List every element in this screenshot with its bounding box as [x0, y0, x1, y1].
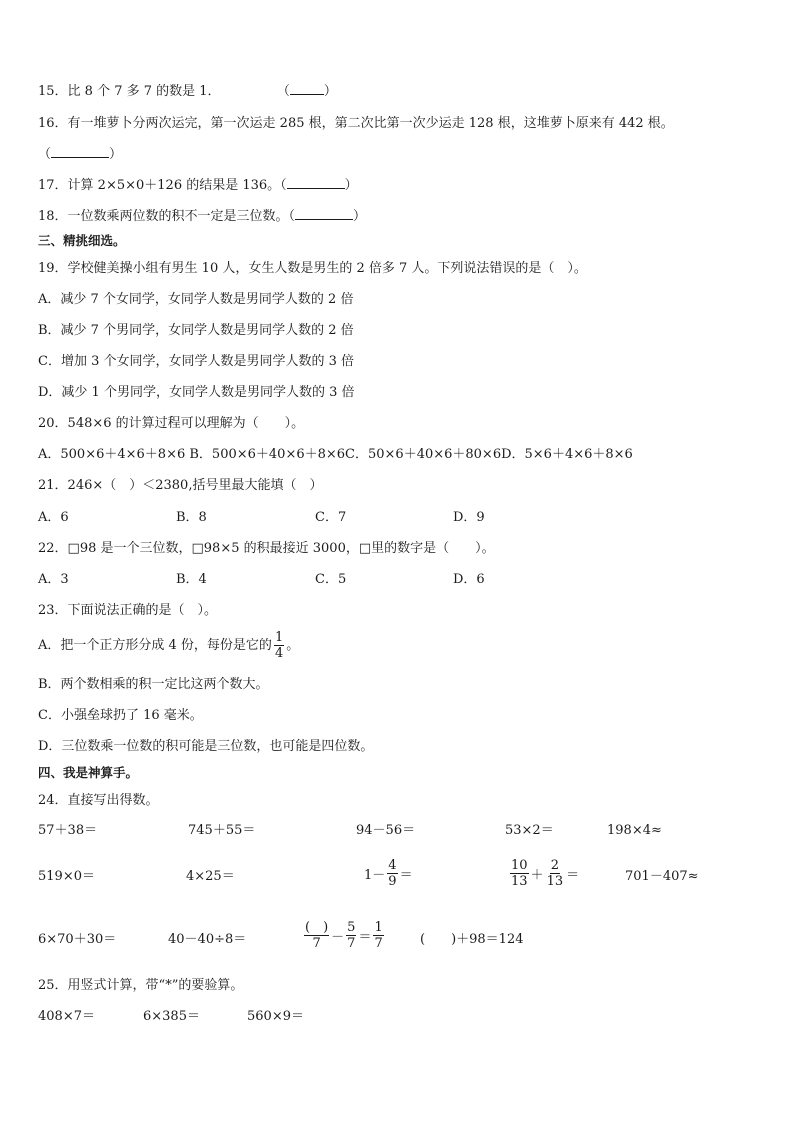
- question-16-text: 16．有一堆萝卜分两次运完，第一次运走 285 根，第二次比第一次少运走 128 根，这堆萝卜原来有 442 根。: [38, 116, 674, 131]
- exercise: 6×70＋30＝: [38, 932, 117, 947]
- fraction: $\frac{1}{4}$: [274, 630, 284, 661]
- exercise-fraction: $\frac{( )}{7}$ － $\frac{5}{7}$ ＝ $\frac{1}{7}$: [305, 920, 383, 951]
- question-20-text: 20．548×6 的计算过程可以理解为（ ）。: [38, 416, 305, 431]
- question-16-answer: （ ）: [38, 147, 123, 162]
- question-23-option-a[interactable]: A．把一个正方形分成 4 份，每份是它的 $\frac{1}{4}$ 。: [38, 630, 300, 661]
- exercise: 745＋55＝: [188, 823, 256, 838]
- answer-blank[interactable]: [295, 207, 353, 220]
- question-25-text: 25．用竖式计算，带“*”的要验算。: [38, 978, 244, 993]
- exercise: 53×2＝: [505, 823, 554, 838]
- exercise: 701－407≈: [625, 869, 699, 884]
- question-17-text: 17．计算 2×5×0＋126 的结果是 136。（: [38, 178, 287, 193]
- question-22-option-a[interactable]: A．3: [38, 572, 69, 587]
- exercise: 198×4≈: [607, 823, 662, 838]
- question-18: 18．一位数乘两位数的积不一定是三位数。（ ）: [38, 209, 367, 224]
- question-17: 17．计算 2×5×0＋126 的结果是 136。（ ）: [38, 178, 358, 193]
- question-23-option-b[interactable]: B．两个数相乘的积一定比这两个数大。: [38, 677, 269, 692]
- question-21-text: 21．246×（ ）＜2380,括号里最大能填（ ）: [38, 478, 323, 493]
- exercise: 94－56＝: [356, 823, 416, 838]
- question-22-option-d[interactable]: D．6: [453, 572, 485, 587]
- section-4-heading: 四、我是神算手。: [38, 765, 139, 780]
- exercise: 519×0＝: [38, 869, 95, 884]
- question-22-option-c[interactable]: C．5: [315, 572, 347, 587]
- question-15: 15．比 8 个 7 多 7 的数是 1． （ ）: [38, 84, 337, 99]
- section-3-heading: 三、精挑细选。: [38, 233, 126, 248]
- question-16: [38, 115, 674, 133]
- question-19-option-a[interactable]: A．减少 7 个女同学，女同学人数是男同学人数的 2 倍: [38, 292, 354, 307]
- question-22-option-b[interactable]: B．4: [176, 572, 207, 587]
- question-19-option-c[interactable]: C．增加 3 个女同学，女同学人数是男同学人数的 3 倍: [38, 354, 355, 369]
- exercise: 408×7＝: [38, 1009, 95, 1024]
- exercise: ( )＋98＝124: [420, 932, 524, 947]
- exercise: 4×25＝: [186, 869, 235, 884]
- question-21-option-b[interactable]: B．8: [176, 510, 207, 525]
- exercise: 40－40÷8＝: [168, 932, 247, 947]
- question-19-option-b[interactable]: B．减少 7 个男同学，女同学人数是男同学人数的 2 倍: [38, 323, 354, 338]
- question-19-text: 19．学校健美操小组有男生 10 人，女生人数是男生的 2 倍多 7 人。下列说法错误的是（ ）。: [38, 261, 587, 276]
- answer-blank[interactable]: [51, 145, 109, 158]
- answer-blank[interactable]: [290, 82, 324, 95]
- question-21-option-d[interactable]: D．9: [453, 510, 485, 525]
- exercise: 6×385＝: [143, 1009, 200, 1024]
- question-22-text: 22．□98 是一个三位数，□98×5 的积最接近 3000，□里的数字是（ ）。: [38, 541, 495, 556]
- exercise: 560×9＝: [247, 1009, 304, 1024]
- question-18-text: 18．一位数乘两位数的积不一定是三位数。（: [38, 209, 296, 224]
- answer-blank[interactable]: [287, 176, 345, 189]
- exercise-fraction: $\frac{10}{13}$ ＋ $\frac{2}{13}$ ＝: [511, 858, 580, 889]
- question-15-text: 15．比 8 个 7 多 7 的数是 1．: [38, 84, 221, 99]
- question-23-option-d[interactable]: D．三位数乘一位数的积可能是三位数，也可能是四位数。: [38, 739, 374, 754]
- exercise-fraction: 1－ $\frac{4}{9}$ ＝: [364, 858, 413, 889]
- question-24-text: 24．直接写出得数。: [38, 793, 159, 808]
- question-23-text: 23．下面说法正确的是（ ）。: [38, 603, 218, 618]
- question-19-option-d[interactable]: D．减少 1 个男同学，女同学人数是男同学人数的 3 倍: [38, 385, 355, 400]
- question-20-options[interactable]: A．500×6＋4×6＋8×6 B．500×6＋40×6＋8×6C．50×6＋40×6＋80×6D．5×6＋4×6＋8×6: [38, 447, 633, 462]
- question-23-option-c[interactable]: C．小强垒球扔了 16 毫米。: [38, 708, 203, 723]
- question-21-option-c[interactable]: C．7: [315, 510, 347, 525]
- question-21-option-a[interactable]: A．6: [38, 510, 69, 525]
- exercise: 57＋38＝: [38, 823, 98, 838]
